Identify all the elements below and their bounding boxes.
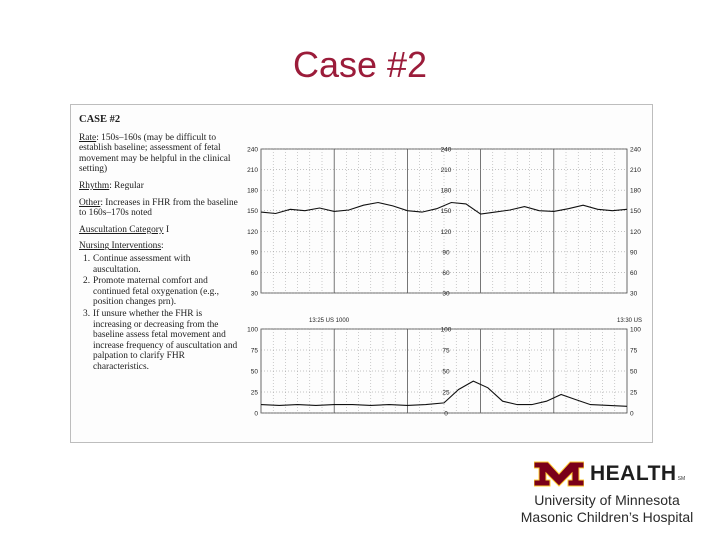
fhr-tick-label: 120 (440, 228, 452, 236)
list-item-text: Continue assessment with auscultation. (93, 253, 191, 275)
fhr-tick-label: 150 (247, 208, 258, 216)
logo-health-text: HEALTH (590, 462, 677, 485)
rhythm-note (79, 181, 239, 192)
university-m-icon (534, 459, 584, 489)
uc-tick-label: 75 (250, 347, 258, 355)
fhr-tick-label: 60 (442, 269, 450, 277)
fhr-tick-label: 30 (630, 290, 638, 298)
category-label: Auscultation Category (79, 224, 164, 235)
hospital-logo (512, 458, 702, 528)
fhr-tick-label: 180 (247, 187, 258, 195)
list-item (79, 276, 239, 308)
fhr-tick-label: 60 (250, 269, 258, 277)
uc-tick-label: 50 (630, 368, 638, 376)
case-document-scan (70, 104, 653, 443)
strip-annotation-right: 13:30 US (617, 318, 643, 324)
logo-service-mark: SM (677, 476, 686, 482)
list-item-text: If unsure whether the FHR is increasing or decreasing from the baseline assess fetal movement and increase frequency of auscultation and palpation to clarify FHR characteristics. (93, 308, 238, 372)
logo-brand-row (534, 458, 685, 490)
list-item-text: Promote maternal comfort and continued fetal oxygenation (e.g., position changes prn). (93, 276, 219, 308)
fhr-tick-label: 180 (630, 187, 641, 195)
interventions-note (79, 241, 239, 252)
fhr-tick-label: 30 (250, 290, 258, 298)
fhr-tick-label: 120 (247, 228, 258, 236)
list-item (79, 254, 239, 275)
fhr-tick-label: 180 (440, 187, 452, 195)
list-item (79, 309, 239, 373)
fhr-tick-label: 120 (630, 228, 641, 236)
fhr-tick-label: 240 (440, 146, 452, 154)
list-item-number: 3. (83, 308, 91, 319)
uc-tick-label: 50 (250, 368, 258, 376)
uc-tick-labels (247, 327, 641, 418)
fhr-tick-label: 60 (630, 269, 638, 277)
fhr-tick-label: 210 (247, 167, 258, 175)
uc-tick-label: 75 (442, 347, 450, 355)
interventions-label: Nursing Interventions (79, 241, 162, 252)
fhr-tick-label: 240 (630, 146, 641, 154)
uc-tick-label: 50 (442, 368, 450, 376)
rate-text: : 150s–160s (may be difficult to establish baseline; assessment of fetal movement may be helpful in the clinical setting) (79, 132, 231, 175)
case-heading: CASE #2 (79, 114, 121, 125)
fhr-tick-label: 150 (630, 208, 641, 216)
slide-title: Case #2 (292, 44, 428, 85)
case-notes (79, 115, 239, 373)
uc-tick-label: 0 (254, 410, 258, 418)
uc-tick-label: 0 (630, 410, 634, 418)
fhr-tick-label: 90 (630, 249, 638, 257)
other-note (79, 198, 239, 219)
fhr-tick-label: 30 (442, 290, 450, 298)
fhr-tick-label: 210 (630, 167, 641, 175)
rhythm-text: : Regular (109, 180, 144, 191)
logo-hospital-line: Masonic Children’s Hospital (520, 509, 694, 525)
list-item-number: 1. (83, 253, 91, 264)
category-note (79, 225, 239, 236)
fhr-tick-label: 90 (250, 249, 258, 257)
uc-tick-label: 100 (440, 326, 452, 334)
fetal-monitor-strip (239, 141, 649, 423)
category-text: I (163, 224, 170, 235)
rhythm-label: Rhythm (79, 180, 110, 191)
fhr-tick-label: 240 (247, 146, 258, 154)
logo-university-line: University of Minnesota (534, 492, 680, 508)
fhr-tick-label: 210 (440, 167, 452, 175)
rate-note (79, 133, 239, 175)
fhr-tick-label: 150 (440, 208, 452, 216)
uc-tick-label: 100 (247, 326, 258, 334)
interventions-colon: : (161, 241, 164, 252)
fhr-tick-label: 90 (442, 249, 450, 257)
uc-tick-label: 75 (630, 347, 638, 355)
uc-tick-label: 0 (444, 410, 448, 418)
uc-tick-label: 25 (442, 389, 450, 397)
uc-tick-label: 25 (630, 389, 638, 397)
list-item-number: 2. (83, 276, 91, 287)
other-text: : Increases in FHR from the baseline to 160s–170s noted (79, 197, 238, 219)
interventions-list (79, 254, 239, 373)
other-label: Other (79, 197, 101, 208)
strip-annotation-left: 13:25 US 1000 (309, 318, 350, 324)
uc-tick-label: 100 (630, 326, 641, 334)
rate-label: Rate (79, 132, 97, 143)
uc-tick-label: 25 (250, 389, 258, 397)
